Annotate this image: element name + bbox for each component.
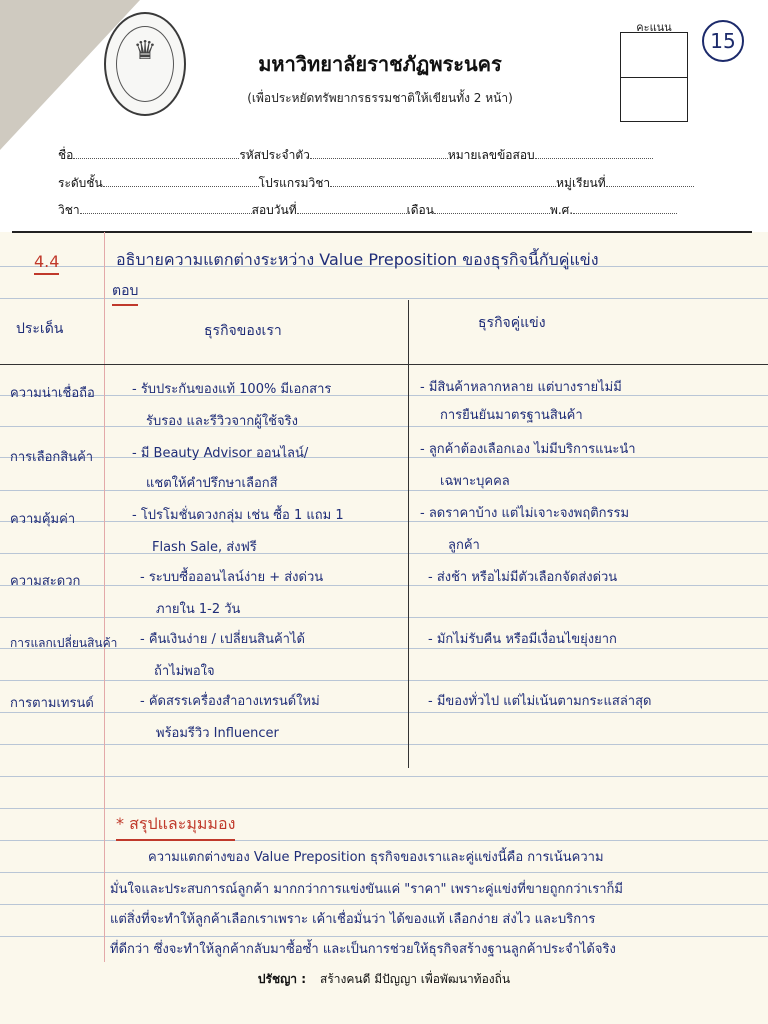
- margin-line: [104, 232, 105, 962]
- header-divider: [12, 231, 752, 233]
- row-ours-line: - ระบบซื้อออนไลน์ง่าย + ส่งด่วน: [140, 570, 324, 585]
- philosophy-label: ปรัชญา :: [257, 972, 307, 986]
- row-topic: ความสะดวก: [10, 574, 81, 589]
- row-topic: การแลกเปลี่ยนสินค้า: [10, 636, 118, 650]
- row-ours-line: Flash Sale, ส่งฟรี: [152, 540, 257, 555]
- row-topic: การตามเทรนด์: [10, 696, 94, 711]
- table-divider: [408, 300, 409, 768]
- table-header-line: [0, 364, 768, 365]
- row-competitor-line: - มีของทั่วไป แต่ไม่เน้นตามกระแสล่าสุด: [428, 694, 652, 709]
- row-ours-line: - คืนเงินง่าย / เปลี่ยนสินค้าได้: [140, 632, 305, 647]
- score-label: คะแนน: [636, 21, 672, 34]
- row-competitor-line: การยืนยันมาตรฐานสินค้า: [440, 408, 583, 423]
- score-box: [620, 32, 688, 122]
- philosophy-text: สร้างคนดี มีปัญญา เพื่อพัฒนาท้องถิ่น: [320, 972, 511, 986]
- row-ours-line: พร้อมรีวิว Influencer: [156, 726, 279, 741]
- summary-title: * สรุปและมุมมอง: [116, 812, 235, 841]
- question-number: 4.4: [34, 252, 59, 275]
- row-ours-line: - มี Beauty Advisor ออนไลน์/: [132, 446, 309, 461]
- row-topic: การเลือกสินค้า: [10, 450, 94, 465]
- form-row-2: ระดับชั้น โปรแกรมวิชา หมู่เรียนที่: [58, 174, 694, 193]
- row-ours-line: - คัดสรรเครื่องสำอางเทรนด์ใหม่: [140, 694, 320, 709]
- summary-line: ที่ดีกว่า ซึ่งจะทำให้ลูกค้ากลับมาซื้อซ้ำ และเป็นการช่วยให้ธุรกิจสร้างฐานลูกค้าประจำได้จริง: [110, 942, 616, 957]
- row-topic: ความน่าเชื่อถือ: [10, 386, 95, 401]
- table-header-ours: ธุรกิจของเรา: [204, 323, 282, 339]
- table-header-topic: ประเด็น: [16, 321, 64, 337]
- row-ours-line: รับรอง และรีวิวจากผู้ใช้จริง: [146, 414, 298, 429]
- row-ours-line: - รับประกันของแท้ 100% มีเอกสาร: [132, 382, 332, 397]
- row-ours-line: - โปรโมชั่นดวงกลุ่ม เช่น ซื้อ 1 แถม 1: [132, 508, 344, 523]
- row-topic: ความคุ้มค่า: [10, 512, 76, 527]
- row-competitor-line: ลูกค้า: [448, 538, 480, 553]
- row-competitor-line: - มักไม่รับคืน หรือมีเงื่อนไขยุ่งยาก: [428, 632, 617, 647]
- paper-saving-note: (เพื่อประหยัดทรัพยากรธรรมชาติให้เขียนทั้ง 2 หน้า): [247, 91, 513, 105]
- form-row-3: วิชา สอบวันที่ เดือน พ.ศ.: [58, 201, 677, 220]
- summary-line: มั่นใจและประสบการณ์ลูกค้า มากกว่าการแข่งขันแค่ "ราคา" เพราะคู่แข่งที่ขายถูกกว่าเราก็มี: [110, 882, 623, 897]
- university-seal-icon: ♛: [104, 12, 186, 116]
- summary-line: ความแตกต่างของ Value Preposition ธุรกิจของเราและคู่แข่งนี้คือ การเน้นความ: [148, 850, 604, 865]
- row-ours-line: ภายใน 1-2 วัน: [156, 602, 241, 617]
- row-ours-line: ถ้าไม่พอใจ: [154, 664, 215, 679]
- philosophy-footer: [0, 970, 768, 989]
- form-row-1: ชื่อ รหัสประจำตัว หมายเลขข้อสอบ: [58, 146, 653, 165]
- university-name: มหาวิทยาลัยราชภัฏพระนคร: [258, 52, 502, 76]
- row-competitor-line: - ส่งช้า หรือไม่มีตัวเลือกจัดส่งด่วน: [428, 570, 618, 585]
- row-competitor-line: - ลูกค้าต้องเลือกเอง ไม่มีบริการแนะนำ: [420, 442, 636, 457]
- row-ours-line: แชตให้คำปรึกษาเลือกสี: [146, 476, 278, 491]
- row-competitor-line: - ลดราคาบ้าง แต่ไม่เจาะจงพฤติกรรม: [420, 506, 630, 521]
- summary-line: แต่สิ่งที่จะทำให้ลูกค้าเลือกเราเพราะ เค้าเชื่อมั่นว่า ได้ของแท้ เลือกง่าย ส่งไว และบริการ: [110, 912, 596, 927]
- answer-label: ตอบ: [112, 280, 138, 306]
- row-competitor-line: - มีสินค้าหลากหลาย แต่บางรายไม่มี: [420, 380, 622, 395]
- table-header-competitor: ธุรกิจคู่แข่ง: [478, 315, 546, 331]
- score-circle: 15: [702, 20, 744, 62]
- row-competitor-line: เฉพาะบุคคล: [440, 474, 510, 489]
- question-text: อธิบายความแตกต่างระหว่าง Value Preposition ของธุรกิจนี้กับคู่แข่ง: [116, 250, 599, 269]
